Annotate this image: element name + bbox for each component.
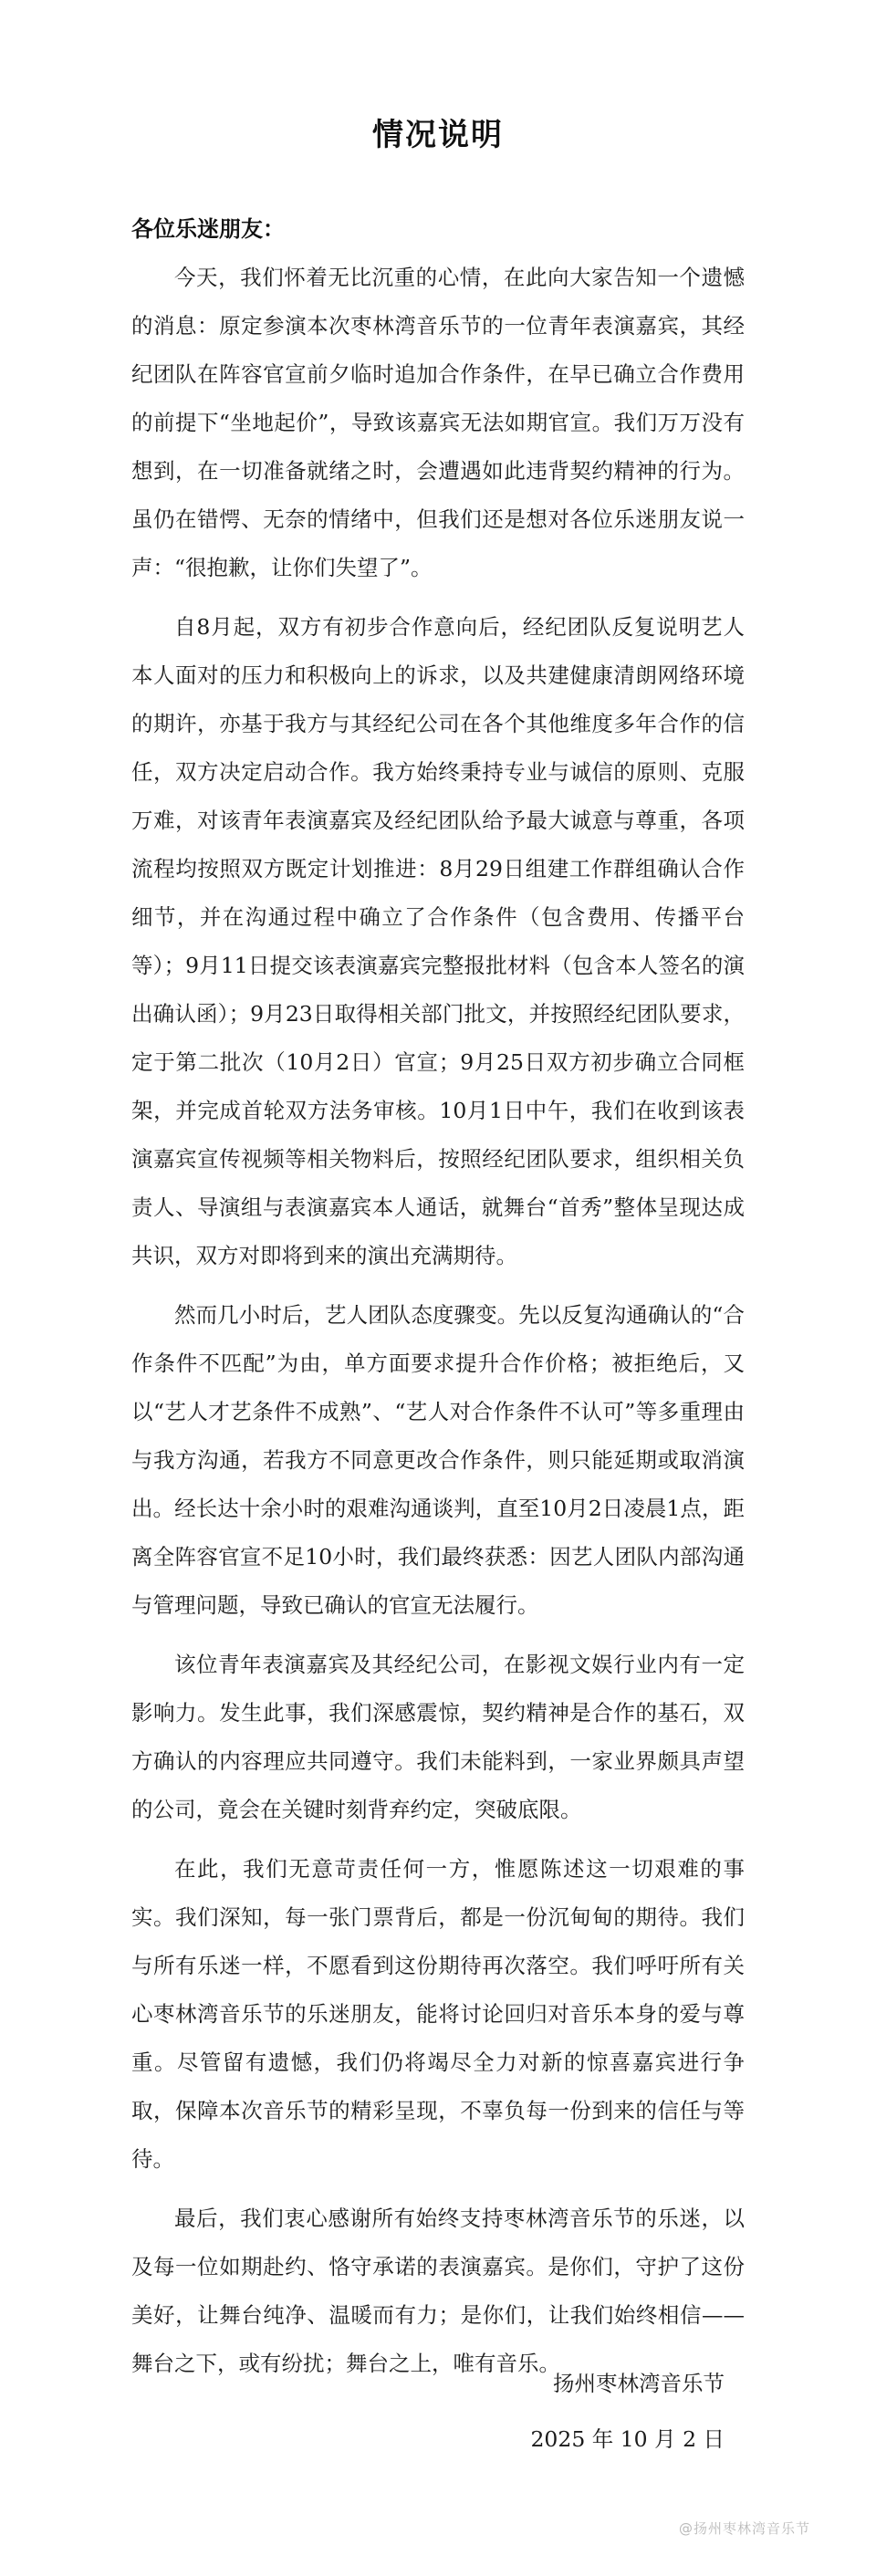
paragraph-4: 该位青年表演嘉宾及其经纪公司，在影视文娱行业内有一定影响力。发生此事，我们深感震惊，契约精神是合作的基石，双方确认的内容理应共同遵守。我们未能料到，一家业界颇具声望的公司，竟会在关键时刻背弃约定，突破底限。	[131, 1652, 745, 1822]
paragraph-1: 今天，我们怀着无比沉重的心情，在此向大家告知一个遗憾的消息：原定参演本次枣林湾音乐节的一位青年表演嘉宾，其经纪团队在阵容官宣前夕临时追加合作条件，在早已确立合作费用的前提下“坐地起价”，导致该嘉宾无法如期官宣。我们万万没有想到，在一切准备就绪之时，会遭遇如此违背契约精神的行为。虽仍在错愕、无奈的情绪中，但我们还是想对各位乐迷朋友说一声：“很抱歉，让你们失望了”。	[131, 265, 745, 580]
signature-organization: 扬州枣林湾音乐节	[553, 2371, 725, 2396]
document-title: 情况说明	[372, 117, 504, 153]
signature-date: 2025 年 10 月 2 日	[530, 2426, 725, 2452]
watermark: @扬州枣林湾音乐节	[678, 2520, 810, 2537]
paragraph-6: 最后，我们衷心感谢所有始终支持枣林湾音乐节的乐迷，以及每一位如期赴约、恪守承诺的表演嘉宾。是你们，守护了这份美好，让舞台纯净、温暖而有力；是你们，让我们始终相信——舞台之下，或有纷扰；舞台之上，唯有音乐。	[131, 2206, 745, 2376]
salutation: 各位乐迷朋友：	[131, 216, 285, 242]
signature-block	[530, 2360, 725, 2464]
paragraph-5: 在此，我们无意苛责任何一方，惟愿陈述这一切艰难的事实。我们深知，每一张门票背后，都是一份沉甸甸的期待。我们与所有乐迷一样，不愿看到这份期待再次落空。我们呼吁所有关心枣林湾音乐节的乐迷朋友，能将讨论回归对音乐本身的爱与尊重。尽管留有遗憾，我们仍将竭尽全力对新的惊喜嘉宾进行争取，保障本次音乐节的精彩呈现，不辜负每一份到来的信任与等待。	[131, 1856, 745, 2172]
paragraph-2: 自8月起，双方有初步合作意向后，经纪团队反复说明艺人本人面对的压力和积极向上的诉求，以及共建健康清朗网络环境的期许，亦基于我方与其经纪公司在各个其他维度多年合作的信任，双方决定启动合作。我方始终秉持专业与诚信的原则、克服万难，对该青年表演嘉宾及经纪团队给予最大诚意与尊重，各项流程均按照双方既定计划推进：8月29日组建工作群组确认合作细节，并在沟通过程中确立了合作条件（包含费用、传播平台等）；9月11日提交该表演嘉宾完整报批材料（包含本人签名的演出确认函）；9月23日取得相关部门批文，并按照经纪团队要求，定于第二批次（10月2日）官宣；9月25日双方初步确立合同框架，并完成首轮双方法务审核。10月1日中午，我们在收到该表演嘉宾宣传视频等相关物料后，按照经纪团队要求，组织相关负责人、导演组与表演嘉宾本人通话，就舞台“首秀”整体呈现达成共识，双方对即将到来的演出充满期待。	[131, 614, 745, 1268]
paragraph-3: 然而几小时后，艺人团队态度骤变。先以反复沟通确认的“合作条件不匹配”为由，单方面要求提升合作价格；被拒绝后，又以“艺人才艺条件不成熟”、“艺人对合作条件不认可”等多重理由与我方沟通，若我方不同意更改合作条件，则只能延期或取消演出。经长达十余小时的艰难沟通谈判，直至10月2日凌晨1点，距离全阵容官宣不足10小时，我们最终获悉：因艺人团队内部沟通与管理问题，导致已确认的官宣无法履行。	[131, 1302, 745, 1618]
